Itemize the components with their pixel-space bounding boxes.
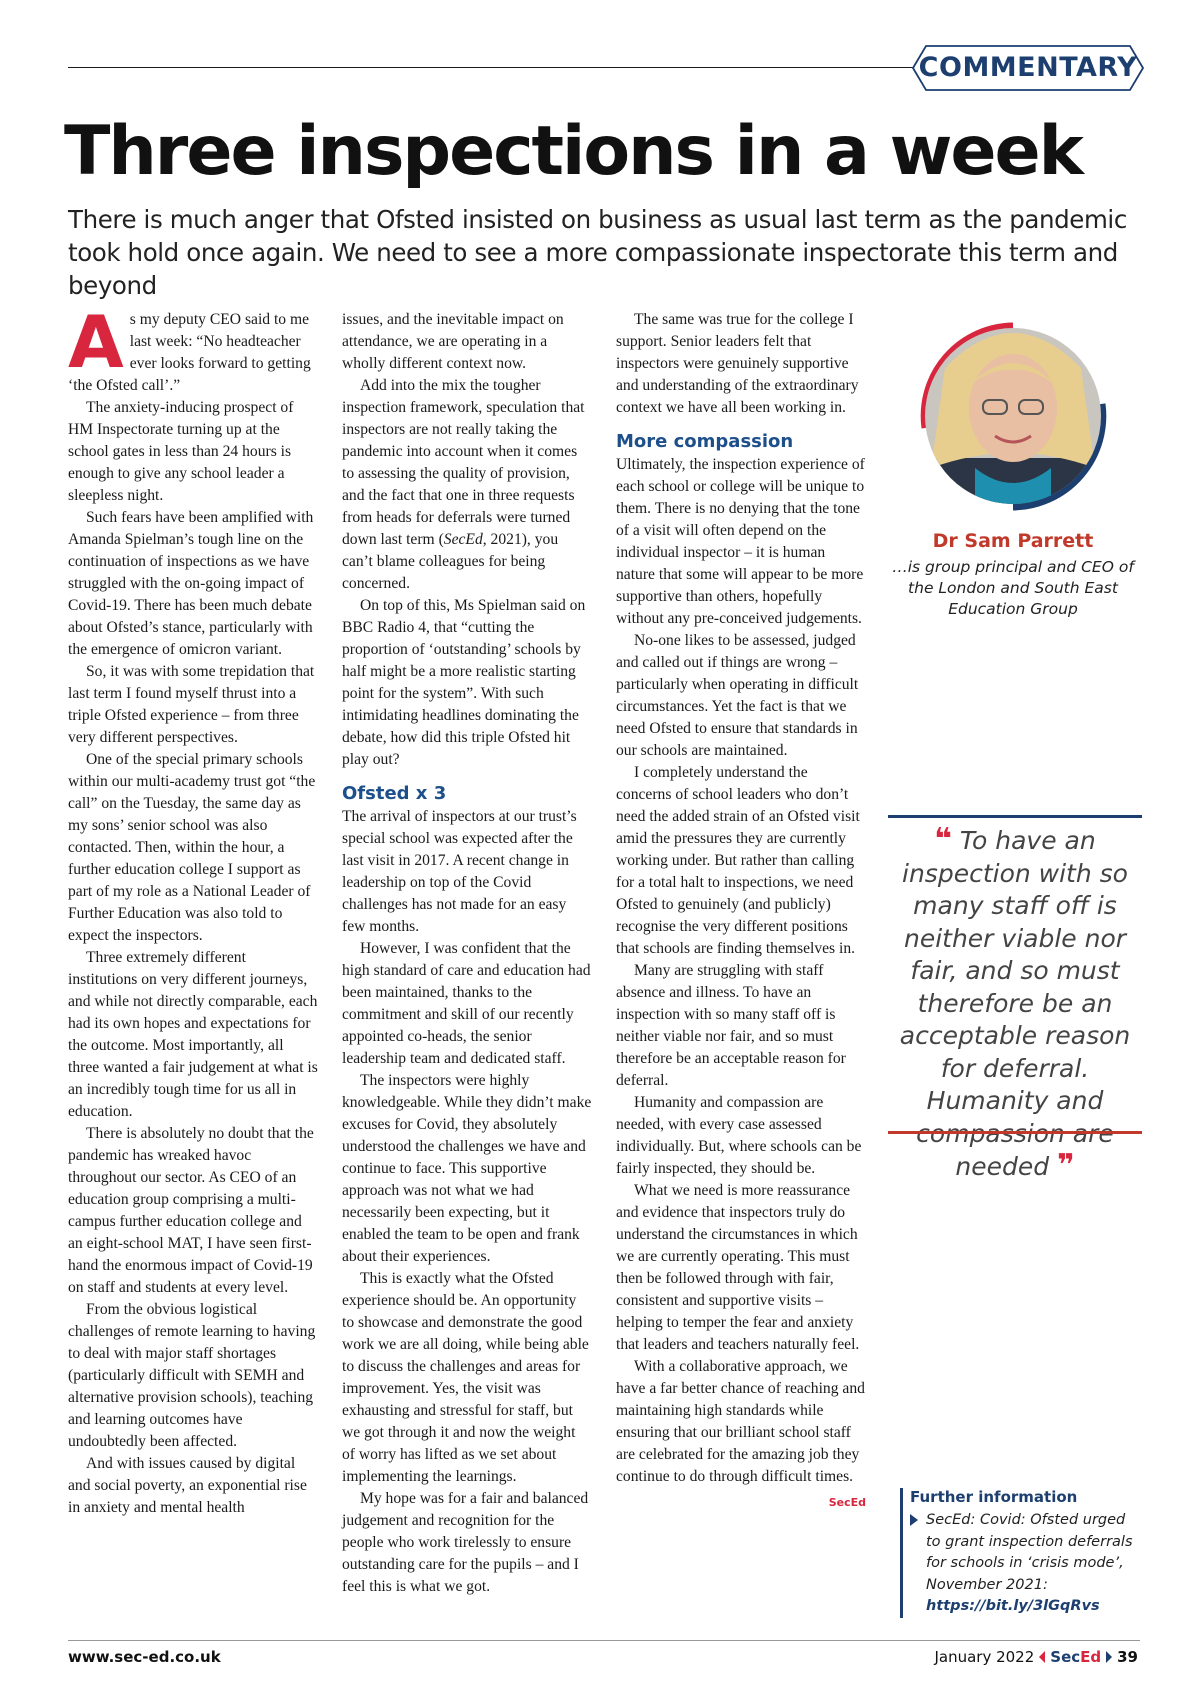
article-column-1	[68, 300, 318, 1519]
section-tag	[912, 45, 1144, 91]
paragraph: So, it was with some trepidation that last term I found myself thrust into a triple Ofsted experience – from three very different perspectives.	[68, 663, 315, 746]
pullquote-text: To have an inspection with so many staff off is neither viable nor fair, and so must therefore be an acceptable reason for deferral. Humanity and compassion are needed	[899, 826, 1131, 1181]
close-quote-icon: ❞	[1057, 1148, 1075, 1183]
paragraph: Such fears have been amplified with Amanda Spielman’s tough line on the continuation of inspections as we have struggled with the on-going impact of Covid-19. There has been much debate about Ofsted’s stance, particularly with the emergence of omicron variant.	[68, 509, 314, 658]
citation: SecEd	[443, 531, 483, 548]
paragraph: My hope was for a fair and balanced judgement and recognition for the people who work tirelessly to ensure outstanding care for the pupils – and I feel this is what we got.	[342, 1490, 589, 1595]
header-rule	[68, 67, 918, 68]
triangle-right-icon	[1106, 1651, 1112, 1663]
headline: Three inspections in a week	[64, 112, 1082, 191]
standfirst: There is much anger that Ofsted insisted on business as usual last term as the pandemic took hold once again. We need to see a more compassionate inspectorate this term and beyond	[68, 205, 1127, 300]
pullquote-rule-top	[888, 815, 1142, 818]
paragraph: However, I was confident that the high standard of care and education had been maintained, thanks to the commitment and skill of our recently appointed co-heads, the senior leadership team and dedicated staff.	[342, 940, 591, 1067]
paragraph: issues, and the inevitable impact on attendance, we are operating in a wholly different context now.	[342, 311, 564, 372]
page-number: 39	[1117, 1648, 1138, 1666]
paragraph: Many are struggling with staff absence and illness. To have an inspection with so many staff off is neither viable nor fair, and so must therefore be an acceptable reason for deferral.	[616, 962, 846, 1089]
paragraph: Add into the mix the tougher inspection framework, speculation that inspectors are not really taking the pandemic into account when it comes to assessing the quality of provision, and the fact that one in three requests from heads for deferrals were turned down last term (SecEd, 2021), you can’t blame colleagues for being concerned.	[342, 377, 585, 592]
author-portrait	[905, 308, 1121, 524]
paragraph: I completely understand the concerns of school leaders who don’t need the added strain of an Ofsted visit amid the pressures they are currently working under. But rather than calling for a total halt to inspections, we need Ofsted to genuinely (and publicly) recognise the very different positions that schools are finding themselves in.	[616, 764, 860, 957]
paragraph: There is absolutely no doubt that the pandemic has wreaked havoc throughout our sector. As CEO of an education group comprising a multi-campus further education college and an eight-school MAT, I have seen first-hand the enormous impact of Covid-19 on staff and students at every level.	[68, 1125, 314, 1296]
pullquote-rule-bottom	[888, 1131, 1142, 1134]
paragraph: From the obvious logistical challenges of remote learning to having to deal with major staff shortages (particularly difficult with SEMH and alternative provision schools), teaching and learning outcomes have undoubtedly been affected.	[68, 1301, 316, 1450]
paragraph: One of the special primary schools within our multi-academy trust got “the call” on the Tuesday, the same day as my sons’ senior school was also contacted. Then, within the hour, a further education college I support as part of my role as a National Leader of Further Education was also told to expect the inspectors.	[68, 751, 316, 944]
paragraph: On top of this, Ms Spielman said on BBC Radio 4, that “cutting the proportion of ‘outstanding’ schools by half might be a more realistic starting point for the system”. With such intimidating headlines dominating the debate, how did this triple Ofsted hit play out?	[342, 597, 586, 768]
footer-folio	[934, 1648, 1138, 1666]
triangle-left-icon	[1039, 1651, 1045, 1663]
pullquote	[884, 824, 1146, 1184]
article-column-2	[342, 309, 592, 1598]
subheading: More compassion	[616, 431, 794, 452]
paragraph: What we need is more reassurance and evidence that inspectors truly do understand the circumstances in which we are currently operating. This must then be followed through with fair, consistent and supportive visits – helping to temper the fear and anxiety that leaders and teachers naturally feel.	[616, 1182, 860, 1353]
end-signature: SecEd	[828, 1496, 866, 1509]
paragraph: And with issues caused by digital and social poverty, an exponential rise in anxiety and mental health	[68, 1455, 307, 1516]
paragraph: The arrival of inspectors at our trust’s special school was expected after the last visit in 2017. A recent change in leadership on top of the Covid challenges has not made for an easy few months.	[342, 808, 577, 935]
footer-rule	[68, 1640, 1140, 1641]
open-quote-icon: ❝	[934, 822, 952, 857]
subheading: Ofsted x 3	[342, 783, 447, 804]
article-column-3	[616, 309, 866, 1514]
paragraph: With a collaborative approach, we have a far better chance of reaching and maintaining high standards while ensuring that our brilliant school staff are celebrated for the amazing job they continue to do through difficult times. SecEd	[616, 1356, 866, 1488]
paragraph: The same was true for the college I support. Senior leaders felt that inspectors were genuinely supportive and understanding of the extraordinary context we have all been working in.	[616, 311, 859, 416]
further-info-bar	[900, 1488, 903, 1618]
footer-date: January 2022	[934, 1648, 1035, 1666]
triangle-bullet-icon	[910, 1514, 918, 1526]
further-info-item: SecEd: Covid: Ofsted urged to grant inspection deferrals for schools in ‘crisis mode’, November 2021: https://bit.ly/3lGqRvs	[910, 1510, 1140, 1618]
further-info-title: Further information	[910, 1488, 1078, 1506]
paragraph: The inspectors were highly knowledgeable. While they didn’t make excuses for Covid, they absolutely understood the challenges we have and continue to face. This supportive approach was not what we had necessarily been expecting, but it enabled the team to be open and frank about their experiences.	[342, 1072, 592, 1265]
paragraph: As my deputy CEO said to me last week: “No headteacher ever looks forward to getting ‘the Ofsted call’.”	[68, 300, 311, 394]
footer-website[interactable]: www.sec-ed.co.uk	[68, 1648, 221, 1666]
further-info-box	[910, 1488, 1140, 1618]
paragraph: The anxiety-inducing prospect of HM Inspectorate turning up at the school gates in less than 24 hours is enough to give any school leader a sleepless night.	[68, 399, 294, 504]
paragraph: This is exactly what the Ofsted experience should be. An opportunity to showcase and demonstrate the good work we are all doing, while being able to discuss the challenges and areas for improvement. Yes, the visit was exhausting and stressful for staff, but we got through it and now the weight of worry has lifted as we set about implementing the learnings.	[342, 1270, 589, 1485]
footer-brand: SecEd	[1050, 1648, 1102, 1666]
paragraph: Ultimately, the inspection experience of each school or college will be unique to them. There is no denying that the tone of a visit will often depend on the individual inspector – it is human nature that some will appear to be more supportive than others, hopefully without any pre-conceived judgements.	[616, 456, 865, 627]
paragraph: Three extremely different institutions on very different journeys, and while not directly comparable, each had its own hopes and expectations for the outcome. Most importantly, all three wanted a fair judgement at what is an incredibly tough time for us all in education.	[68, 949, 318, 1120]
author-name: Dr Sam Parrett	[932, 530, 1094, 552]
paragraph: Humanity and compassion are needed, with every case assessed individually. But, where schools can be fairly inspected, they should be.	[616, 1094, 862, 1177]
paragraph: No-one likes to be assessed, judged and called out if things are wrong – particularly when operating in difficult circumstances. Yet the fact is that we need Ofsted to ensure that standards in our schools are maintained.	[616, 632, 859, 759]
further-info-link[interactable]: https://bit.ly/3lGqRvs	[926, 1598, 1100, 1614]
section-label: COMMENTARY	[918, 52, 1138, 83]
author-role: …is group principal and CEO of the London and South East Education Group	[892, 558, 1134, 618]
drop-cap: A	[68, 300, 124, 384]
